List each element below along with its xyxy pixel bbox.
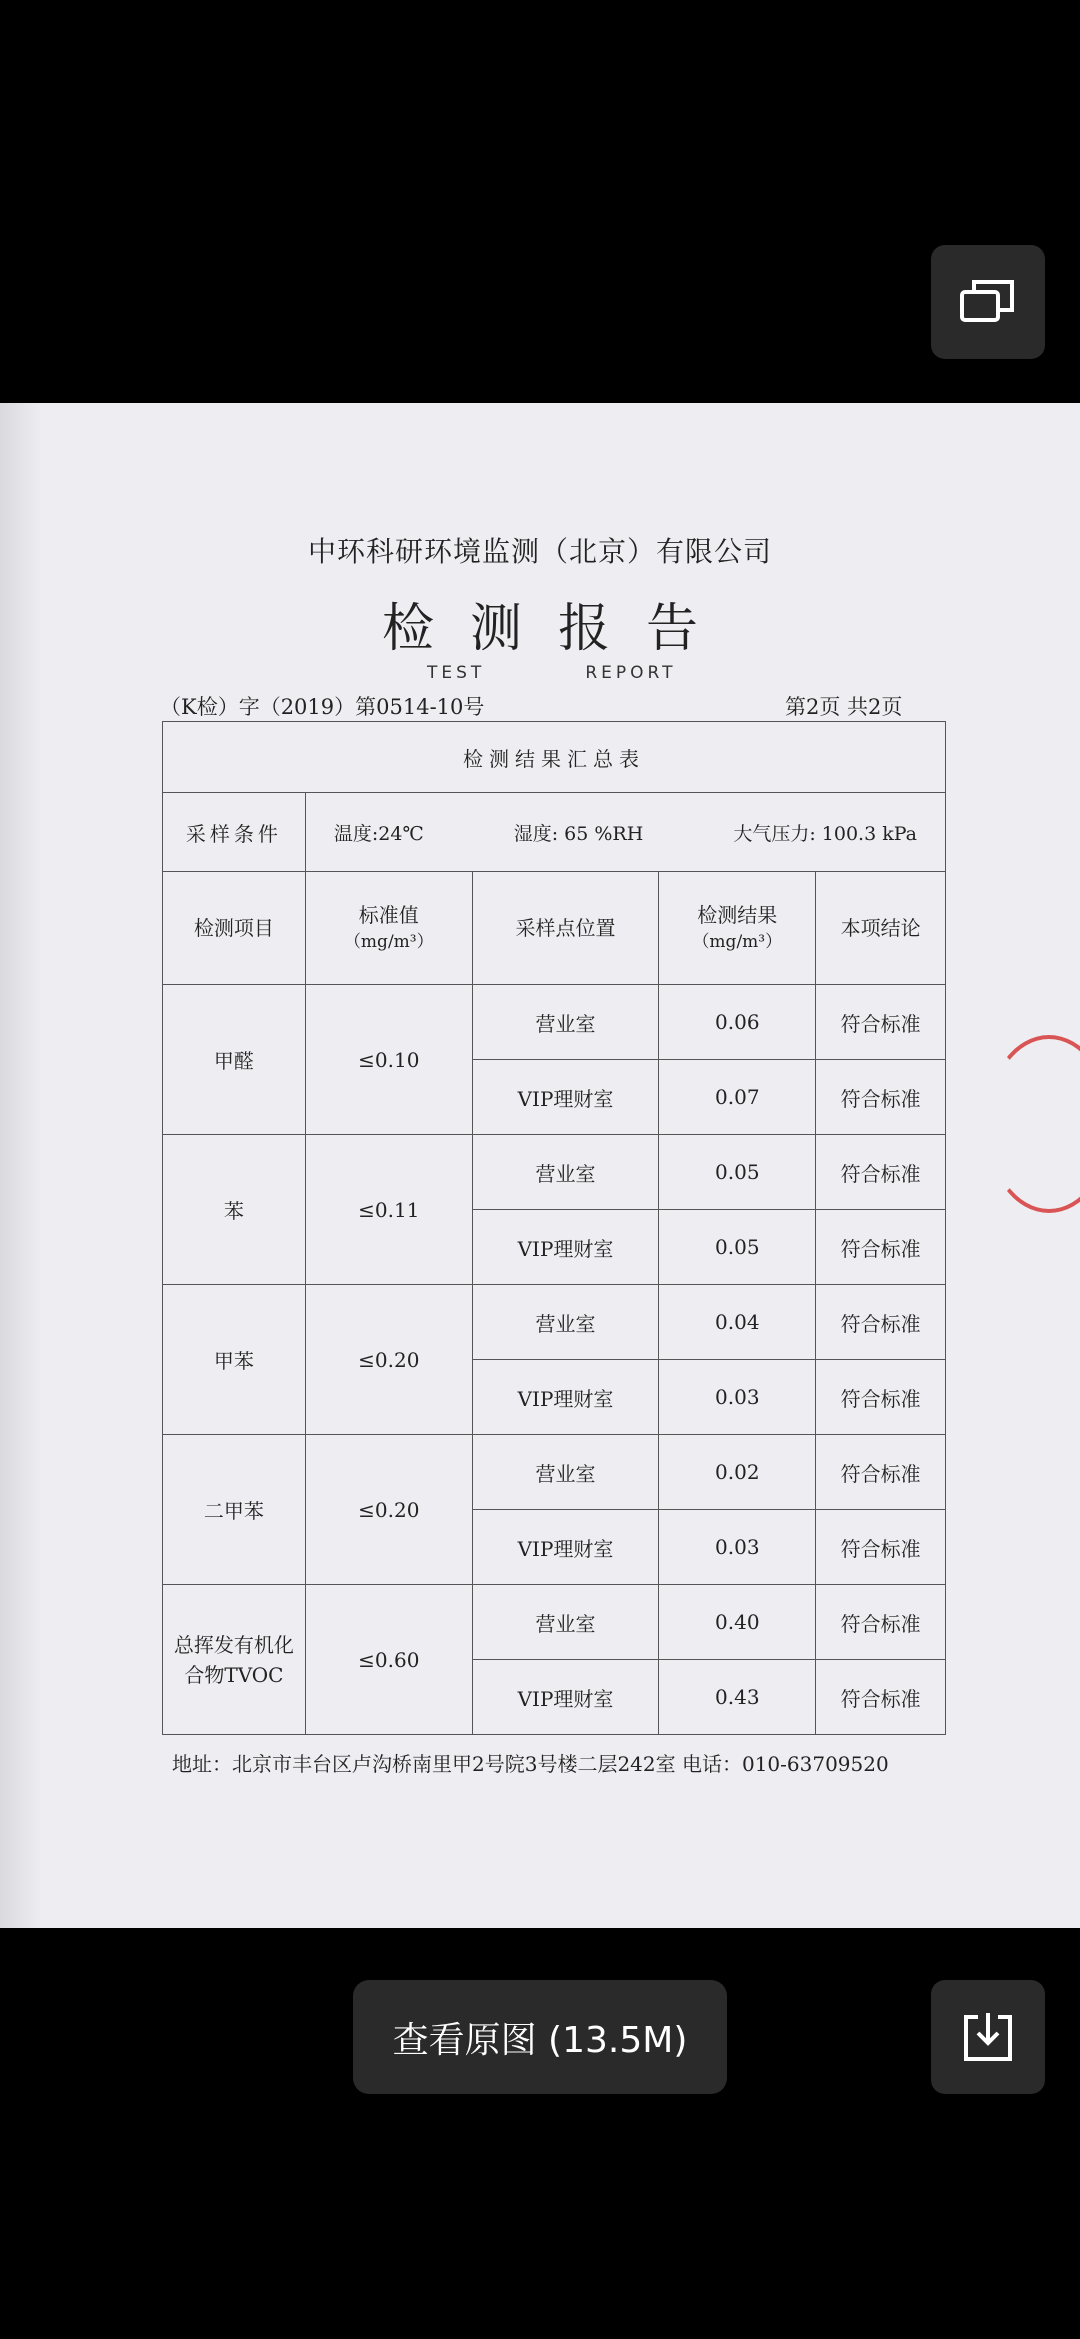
row-result: 0.40: [659, 1585, 816, 1660]
row-item: 甲醛: [163, 985, 306, 1135]
row-item: 苯: [163, 1135, 306, 1285]
row-location: 营业室: [472, 985, 659, 1060]
pressure: 大气压力: 100.3 kPa: [733, 822, 917, 845]
row-standard: ≤0.20: [305, 1435, 472, 1585]
row-location: VIP理财室: [472, 1510, 659, 1585]
row-conclusion: 符合标准: [816, 1135, 946, 1210]
row-location: VIP理财室: [472, 1210, 659, 1285]
row-conclusion: 符合标准: [816, 1585, 946, 1660]
row-location: 营业室: [472, 1135, 659, 1210]
row-standard: ≤0.11: [305, 1135, 472, 1285]
subtitle-test: TEST: [427, 663, 486, 683]
sampling-label: 采样条件: [163, 793, 306, 872]
view-original-button[interactable]: 查看原图 (13.5M): [353, 1980, 727, 2094]
row-standard: ≤0.10: [305, 985, 472, 1135]
temperature: 温度:24℃: [333, 822, 424, 845]
row-item: 二甲苯: [163, 1435, 306, 1585]
row-result: 0.06: [659, 985, 816, 1060]
row-conclusion: 符合标准: [816, 985, 946, 1060]
row-standard: ≤0.60: [305, 1585, 472, 1735]
header-conclusion: 本项结论: [816, 872, 946, 985]
row-result: 0.07: [659, 1060, 816, 1135]
row-conclusion: 符合标准: [816, 1210, 946, 1285]
row-result: 0.05: [659, 1210, 816, 1285]
row-location: VIP理财室: [472, 1660, 659, 1735]
row-conclusion: 符合标准: [816, 1360, 946, 1435]
sampling-conditions: [305, 793, 945, 872]
row-location: 营业室: [472, 1285, 659, 1360]
company-name: 中环科研环境监测（北京）有限公司: [307, 535, 772, 568]
official-seal: [985, 1035, 1080, 1213]
row-conclusion: 符合标准: [816, 1435, 946, 1510]
row-result: 0.03: [659, 1360, 816, 1435]
results-table: [162, 721, 946, 1735]
humidity: 湿度: 65 %RH: [513, 822, 644, 845]
row-location: VIP理财室: [472, 1360, 659, 1435]
header-standard: [305, 872, 472, 985]
row-result: 0.43: [659, 1660, 816, 1735]
row-item: 总挥发有机化合物TVOC: [163, 1585, 306, 1735]
row-result: 0.04: [659, 1285, 816, 1360]
header-item: 检测项目: [163, 872, 306, 985]
row-conclusion: 符合标准: [816, 1285, 946, 1360]
header-location: 采样点位置: [472, 872, 659, 985]
header-result-label: 检测结果: [697, 903, 778, 928]
download-button[interactable]: [931, 1980, 1045, 2094]
scanned-report: [0, 403, 1080, 1928]
company-address: 地址：北京市丰台区卢沟桥南里甲2号院3号楼二层242室 电话：010-63709520: [172, 1752, 889, 1776]
row-item: 甲苯: [163, 1285, 306, 1435]
page-number: 第2页 共2页: [785, 695, 903, 719]
row-location: 营业室: [472, 1435, 659, 1510]
header-result: [659, 872, 816, 985]
header-standard-label: 标准值: [358, 903, 419, 928]
row-location: VIP理财室: [472, 1060, 659, 1135]
header-result-unit: （mg/m³）: [692, 932, 783, 953]
subtitle-report: REPORT: [585, 663, 677, 683]
multi-window-icon: [956, 270, 1020, 334]
download-icon: [956, 2005, 1020, 2069]
header-standard-unit: （mg/m³）: [343, 932, 434, 953]
row-standard: ≤0.20: [305, 1285, 472, 1435]
row-location: 营业室: [472, 1585, 659, 1660]
report-reference: （K检）字（2019）第0514-10号: [160, 695, 485, 719]
row-conclusion: 符合标准: [816, 1510, 946, 1585]
report-title: 检测报告: [381, 599, 734, 659]
multi-window-button[interactable]: [931, 245, 1045, 359]
row-result: 0.03: [659, 1510, 816, 1585]
row-conclusion: 符合标准: [816, 1060, 946, 1135]
table-title: 检测结果汇总表: [163, 722, 946, 793]
row-result: 0.05: [659, 1135, 816, 1210]
row-conclusion: 符合标准: [816, 1660, 946, 1735]
row-result: 0.02: [659, 1435, 816, 1510]
report-subtitle: [427, 663, 676, 683]
